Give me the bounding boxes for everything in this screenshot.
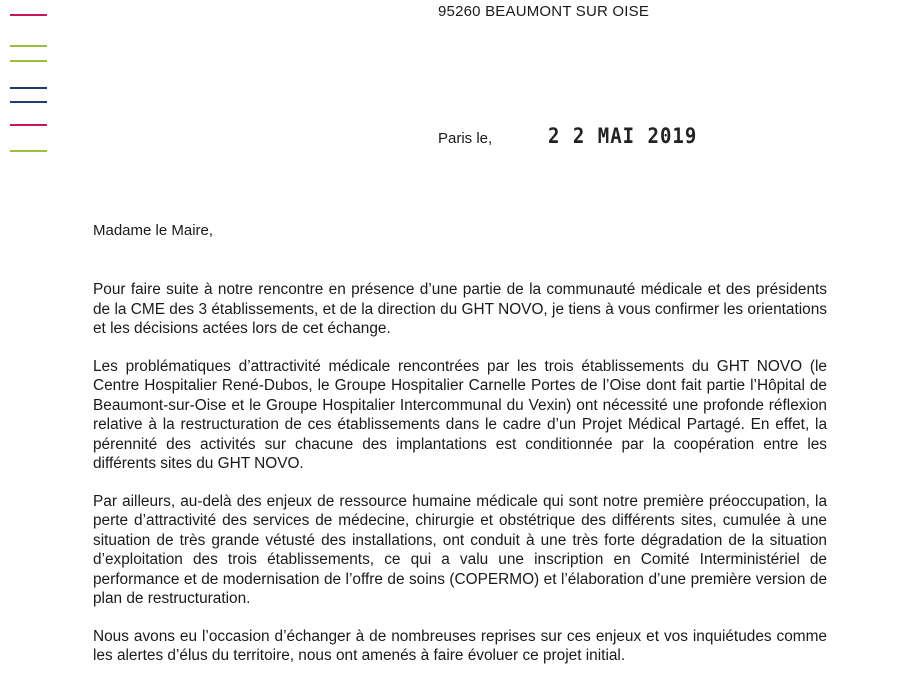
margin-mark-green [10, 60, 47, 62]
margin-mark-pink [10, 124, 47, 126]
paragraph: Pour faire suite à notre rencontre en présence d’une partie de la communauté médicale et des présidents de la CME des 3 établissements, et de la direction du GHT NOVO, je tiens à vous confirmer les orientations et les décisions actées lors de cet échange. [93, 281, 827, 337]
paragraph: Nous avons eu l’occasion d’échanger à de nombreuses reprises sur ces enjeux et vos inquiétudes comme les alertes d’élus du territoire, nous ont amenés à faire évoluer ce projet initial. [93, 627, 827, 664]
place-label: Paris le, [438, 130, 493, 147]
date-stamp: 2 2 MAI 2019 [548, 124, 698, 149]
salutation: Madame le Maire, [93, 222, 214, 239]
paragraph: Les problématiques d’attractivité médicale rencontrées par les trois établissements du GHT NOVO (le Centre Hospitalier René-Dubos, le Groupe Hospitalier Carnelle Portes de l’Oise dont fait partie l’Hôpital de Beaumont-sur-Oise et le Groupe Hospitalier Intercommunal du Vexin) ont nécessité une profonde réflexion relative à la restructuration de ces établissements dans le cadre d’un Projet Médical Partagé. En effet, la pérennité des activités sur chacune des implantations est conditionnée par la coopération entre les différents sites du GHT NOVO. [93, 357, 827, 472]
margin-mark-green [10, 150, 47, 152]
margin-mark-pink [10, 14, 47, 16]
letter-body [93, 280, 827, 675]
paragraph: Par ailleurs, au-delà des enjeux de ressource humaine médicale qui sont notre première préoccupation, la perte d’attractivité des services de médecine, chirurgie et obstétrique des différents sites, cumulée à une situation de très grande vétusté des installations, ont conduit à une très forte dégradation de la situation d’exploitation des trois établissements, ce qui a valu une inscription en Comité Interministériel de performance et de modernisation de l’offre de soins (COPERMO) et l’élaboration d’une première version de plan de restructuration. [93, 492, 827, 607]
margin-mark-green [10, 45, 47, 47]
margin-mark-navy [10, 101, 47, 103]
recipient-address-line: 95260 BEAUMONT SUR OISE [438, 3, 650, 20]
margin-mark-navy [10, 87, 47, 89]
margin-color-marks [10, 0, 50, 160]
